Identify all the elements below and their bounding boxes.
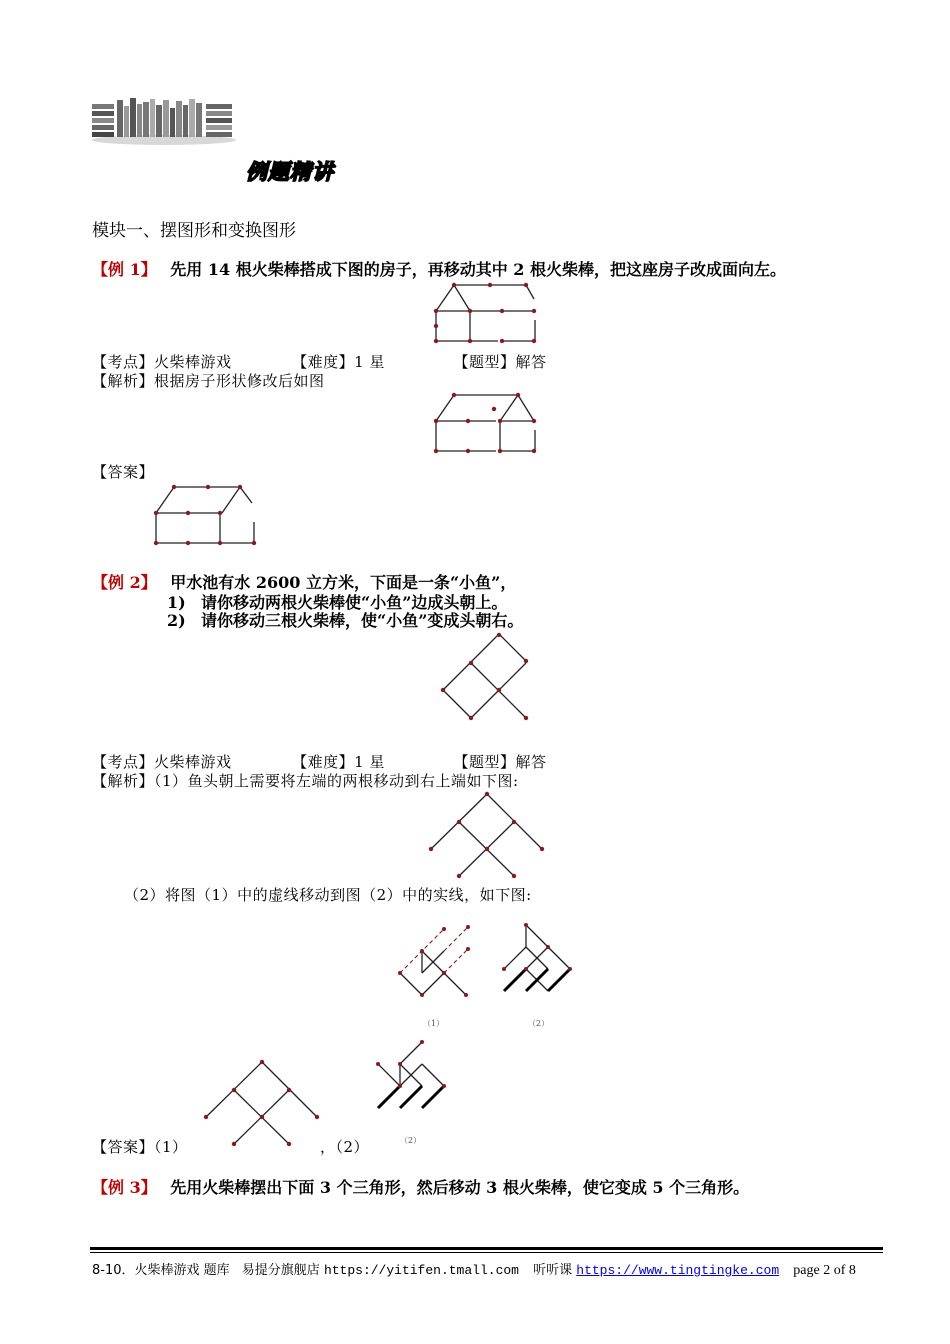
footer-rule-thin: [90, 1252, 883, 1253]
example-1-text: 先用 14 根火柴棒搭成下图的房子，再移动其中 2 根火柴棒，把这座房子改成面向左。: [170, 260, 786, 279]
answer-fig-caption: （2）: [400, 1136, 422, 1145]
example-2-text: 甲水池有水 2600 立方米，下面是一条“小鱼”，: [170, 573, 517, 592]
answer-separator: ，（2）: [320, 1138, 370, 1156]
fish-head-up-figure: [428, 792, 548, 882]
fig-caption-2: （2）: [528, 1019, 550, 1028]
nandu-label: 【难度】: [292, 753, 355, 771]
fish-solid-figure: [500, 925, 590, 1020]
example-1-jiexi: [92, 370, 325, 391]
kaodian-value: 火柴棒游戏: [154, 753, 232, 771]
kaodian-value: 火柴棒游戏: [154, 353, 232, 371]
answer-fig-2: [374, 1040, 454, 1120]
footer-page: page 2 of 8: [793, 1263, 856, 1278]
kaodian-label: 【考点】: [92, 753, 155, 771]
jiexi-label: 【解析】: [92, 372, 155, 390]
footer-brand: 听听课: [533, 1263, 573, 1278]
example-1-question: [92, 257, 786, 280]
example-2-jiexi-2: （2）将图（1）中的虚线移动到图（2）中的实线，如下图:: [124, 886, 532, 904]
item-text: 请你移动三根火柴棒，使“小鱼”变成头朝右。: [201, 611, 524, 630]
house-answer-figure: [152, 482, 262, 552]
fish-original-figure: [440, 634, 540, 724]
example-3-question: [92, 1175, 749, 1198]
tixing-label: 【题型】: [453, 353, 516, 371]
example-3-text: 先用火柴棒摆出下面 3 个三角形，然后移动 3 根火柴棒，使它变成 5 个三角形。: [170, 1178, 750, 1197]
answer-label: 【答案】: [92, 1138, 155, 1156]
example-1-meta: [92, 351, 547, 372]
example-3-tag: 【例 3】: [92, 1178, 157, 1197]
tixing-label: 【题型】: [453, 753, 516, 771]
footer-rule: [90, 1247, 883, 1250]
answer-part-1: （1）: [154, 1138, 188, 1156]
books-icon: [90, 96, 236, 146]
footer: [92, 1259, 856, 1279]
footer-shop: 易提分旗舰店: [241, 1263, 320, 1278]
footer-brand-link[interactable]: https://www.tingtingke.com: [576, 1263, 780, 1278]
example-2-meta: [92, 751, 547, 772]
example-1-answer-label: 【答案】: [92, 463, 155, 481]
example-2-jiexi: [92, 770, 519, 791]
item-text: 请你移动两根火柴棒使“小鱼”边成头朝上。: [201, 593, 508, 612]
item-number: 2): [167, 611, 186, 630]
house-original-figure: [432, 280, 542, 350]
nandu-value: 1 星: [354, 353, 385, 371]
nandu-label: 【难度】: [292, 353, 355, 371]
footer-shop-url: https://yitifen.tmall.com: [323, 1263, 519, 1278]
jiexi-label: 【解析】: [92, 772, 155, 790]
jiexi-text: 根据房子形状修改后如图: [154, 372, 325, 390]
example-2-item-2: [167, 608, 523, 631]
jiexi-text: （1）鱼头朝上需要将左端的两根移动到右上端如下图:: [154, 772, 519, 790]
answer-fig-1: [203, 1056, 323, 1146]
example-1-tag: 【例 1】: [92, 260, 157, 279]
house-modified-figure: [432, 390, 542, 460]
fig-caption-1: （1）: [423, 1019, 445, 1028]
tixing-value: 解答: [515, 353, 547, 371]
item-number: 1): [167, 593, 186, 612]
example-2-tag: 【例 2】: [92, 573, 157, 592]
module-title: 模块一、摆图形和变换图形: [92, 221, 296, 241]
books-logo: [90, 96, 236, 146]
fish-dashed-figure: [396, 925, 476, 1020]
kaodian-label: 【考点】: [92, 353, 155, 371]
section-logo-title: 例题精讲: [246, 160, 334, 184]
tixing-value: 解答: [515, 753, 547, 771]
nandu-value: 1 星: [354, 753, 385, 771]
example-2-answer: [92, 1136, 370, 1157]
footer-code: 8-10．火柴棒游戏 题库: [92, 1263, 230, 1278]
